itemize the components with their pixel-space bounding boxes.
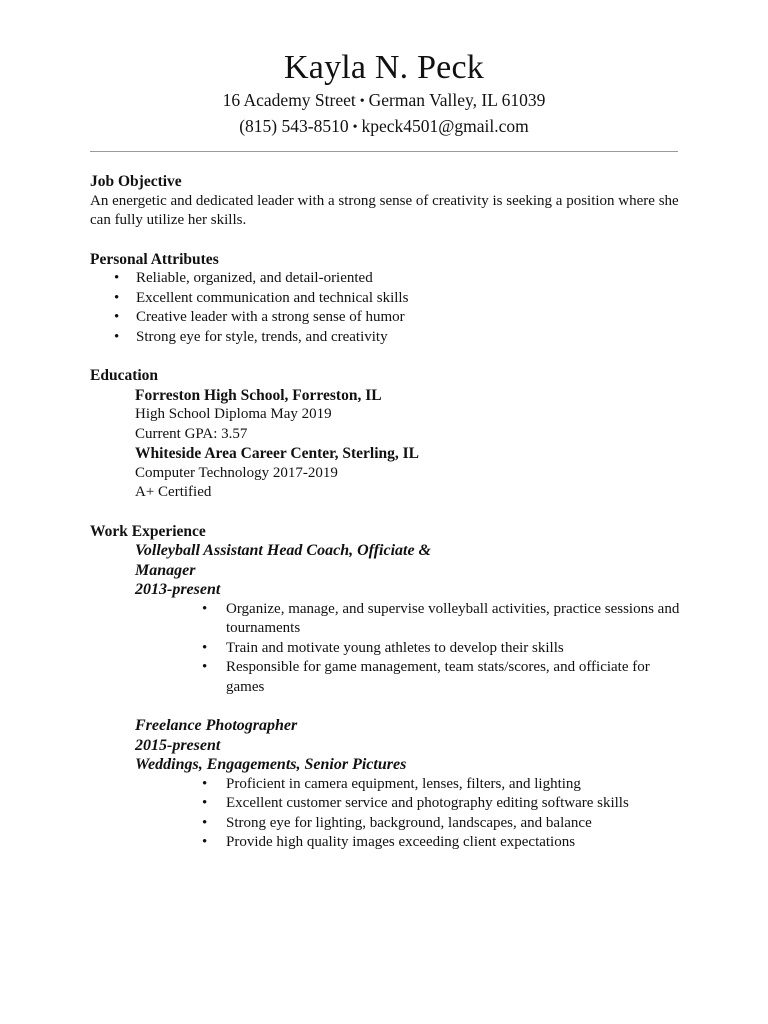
list-item (90, 308, 680, 328)
bullet-icon: • (202, 775, 208, 792)
bullet-icon: • (114, 309, 120, 325)
list-item (90, 794, 680, 814)
bullet-icon: • (114, 289, 120, 306)
job-subtitle: Weddings, Engagements, Senior Pictures (135, 756, 407, 773)
duty-text: Excellent customer service and photography editing software skills (226, 795, 629, 811)
attributes-list (90, 269, 680, 347)
job-entry (90, 541, 680, 697)
section-title-work: Work Experience (90, 522, 206, 540)
bullet-icon: • (114, 270, 120, 286)
job-dates: 2013-present (135, 581, 221, 598)
school-name: Whiteside Area Career Center, Sterling, IL (135, 445, 419, 462)
job-entry (90, 716, 680, 853)
header-divider (90, 151, 678, 152)
attribute-text: Excellent communication and technical skills (136, 289, 409, 306)
email-address: kpeck4501@gmail.com (361, 116, 529, 136)
duty-text: Train and motivate young athletes to develop their skills (226, 639, 564, 656)
list-item (90, 658, 680, 697)
duty-text: Responsible for game management, team stats/scores, and officiate for games (226, 659, 650, 695)
school-name: Forreston High School, Forreston, IL (135, 386, 382, 404)
list-item (90, 289, 680, 309)
list-item (90, 639, 680, 659)
separator-dot: • (352, 120, 358, 135)
attribute-text: Reliable, organized, and detail-oriented (136, 270, 373, 286)
school-detail: High School Diploma May 2019 (135, 406, 332, 422)
attribute-text: Strong eye for style, trends, and creativity (136, 328, 388, 345)
job-duties-list (90, 600, 680, 698)
resume-header (0, 48, 768, 140)
section-title-education: Education (90, 367, 159, 384)
attributes-section (90, 250, 680, 348)
job-duties-list (90, 775, 680, 853)
school-detail: Current GPA: 3.57 (135, 425, 248, 442)
bullet-icon: • (202, 795, 208, 811)
work-section (90, 522, 680, 853)
phone-number: (815) 543-8510 (239, 116, 349, 136)
duty-text: Strong eye for lighting, background, landscapes, and balance (226, 814, 592, 831)
bullet-icon: • (202, 659, 208, 675)
bullet-icon: • (202, 639, 208, 656)
city-state-zip: German Valley, IL 61039 (368, 90, 546, 110)
attribute-text: Creative leader with a strong sense of humor (136, 309, 405, 325)
address-line (0, 88, 768, 114)
section-title-attributes: Personal Attributes (90, 250, 219, 268)
education-section (90, 366, 680, 503)
resume-body (90, 172, 680, 853)
list-item (90, 328, 680, 348)
list-item (90, 814, 680, 834)
duty-text: Proficient in camera equipment, lenses, filters, and lighting (226, 775, 581, 792)
contact-line (0, 114, 768, 140)
list-item (90, 775, 680, 795)
list-item (90, 833, 680, 853)
school-detail: A+ Certified (135, 484, 212, 500)
job-role: Freelance Photographer (135, 717, 298, 734)
duty-text: Organize, manage, and supervise volleyball activities, practice sessions and tournaments (226, 600, 680, 636)
separator-dot: • (359, 94, 365, 109)
duty-text: Provide high quality images exceeding client expectations (226, 834, 576, 850)
bullet-icon: • (202, 834, 208, 850)
section-title-objective: Job Objective (90, 173, 182, 190)
list-item (90, 600, 680, 639)
candidate-name: Kayla N. Peck (284, 49, 484, 86)
job-role: Volleyball Assistant Head Coach, Officiate & Manager (135, 542, 431, 579)
list-item (90, 269, 680, 289)
school-detail: Computer Technology 2017-2019 (135, 464, 338, 481)
street-address: 16 Academy Street (222, 90, 356, 110)
bullet-icon: • (202, 600, 208, 617)
objective-text: An energetic and dedicated leader with a strong sense of creativity is seeking a position where she can fully utilize her skills. (90, 192, 679, 228)
job-dates: 2015-present (135, 736, 221, 754)
bullet-icon: • (114, 328, 120, 345)
bullet-icon: • (202, 814, 208, 831)
objective-section (90, 172, 680, 231)
